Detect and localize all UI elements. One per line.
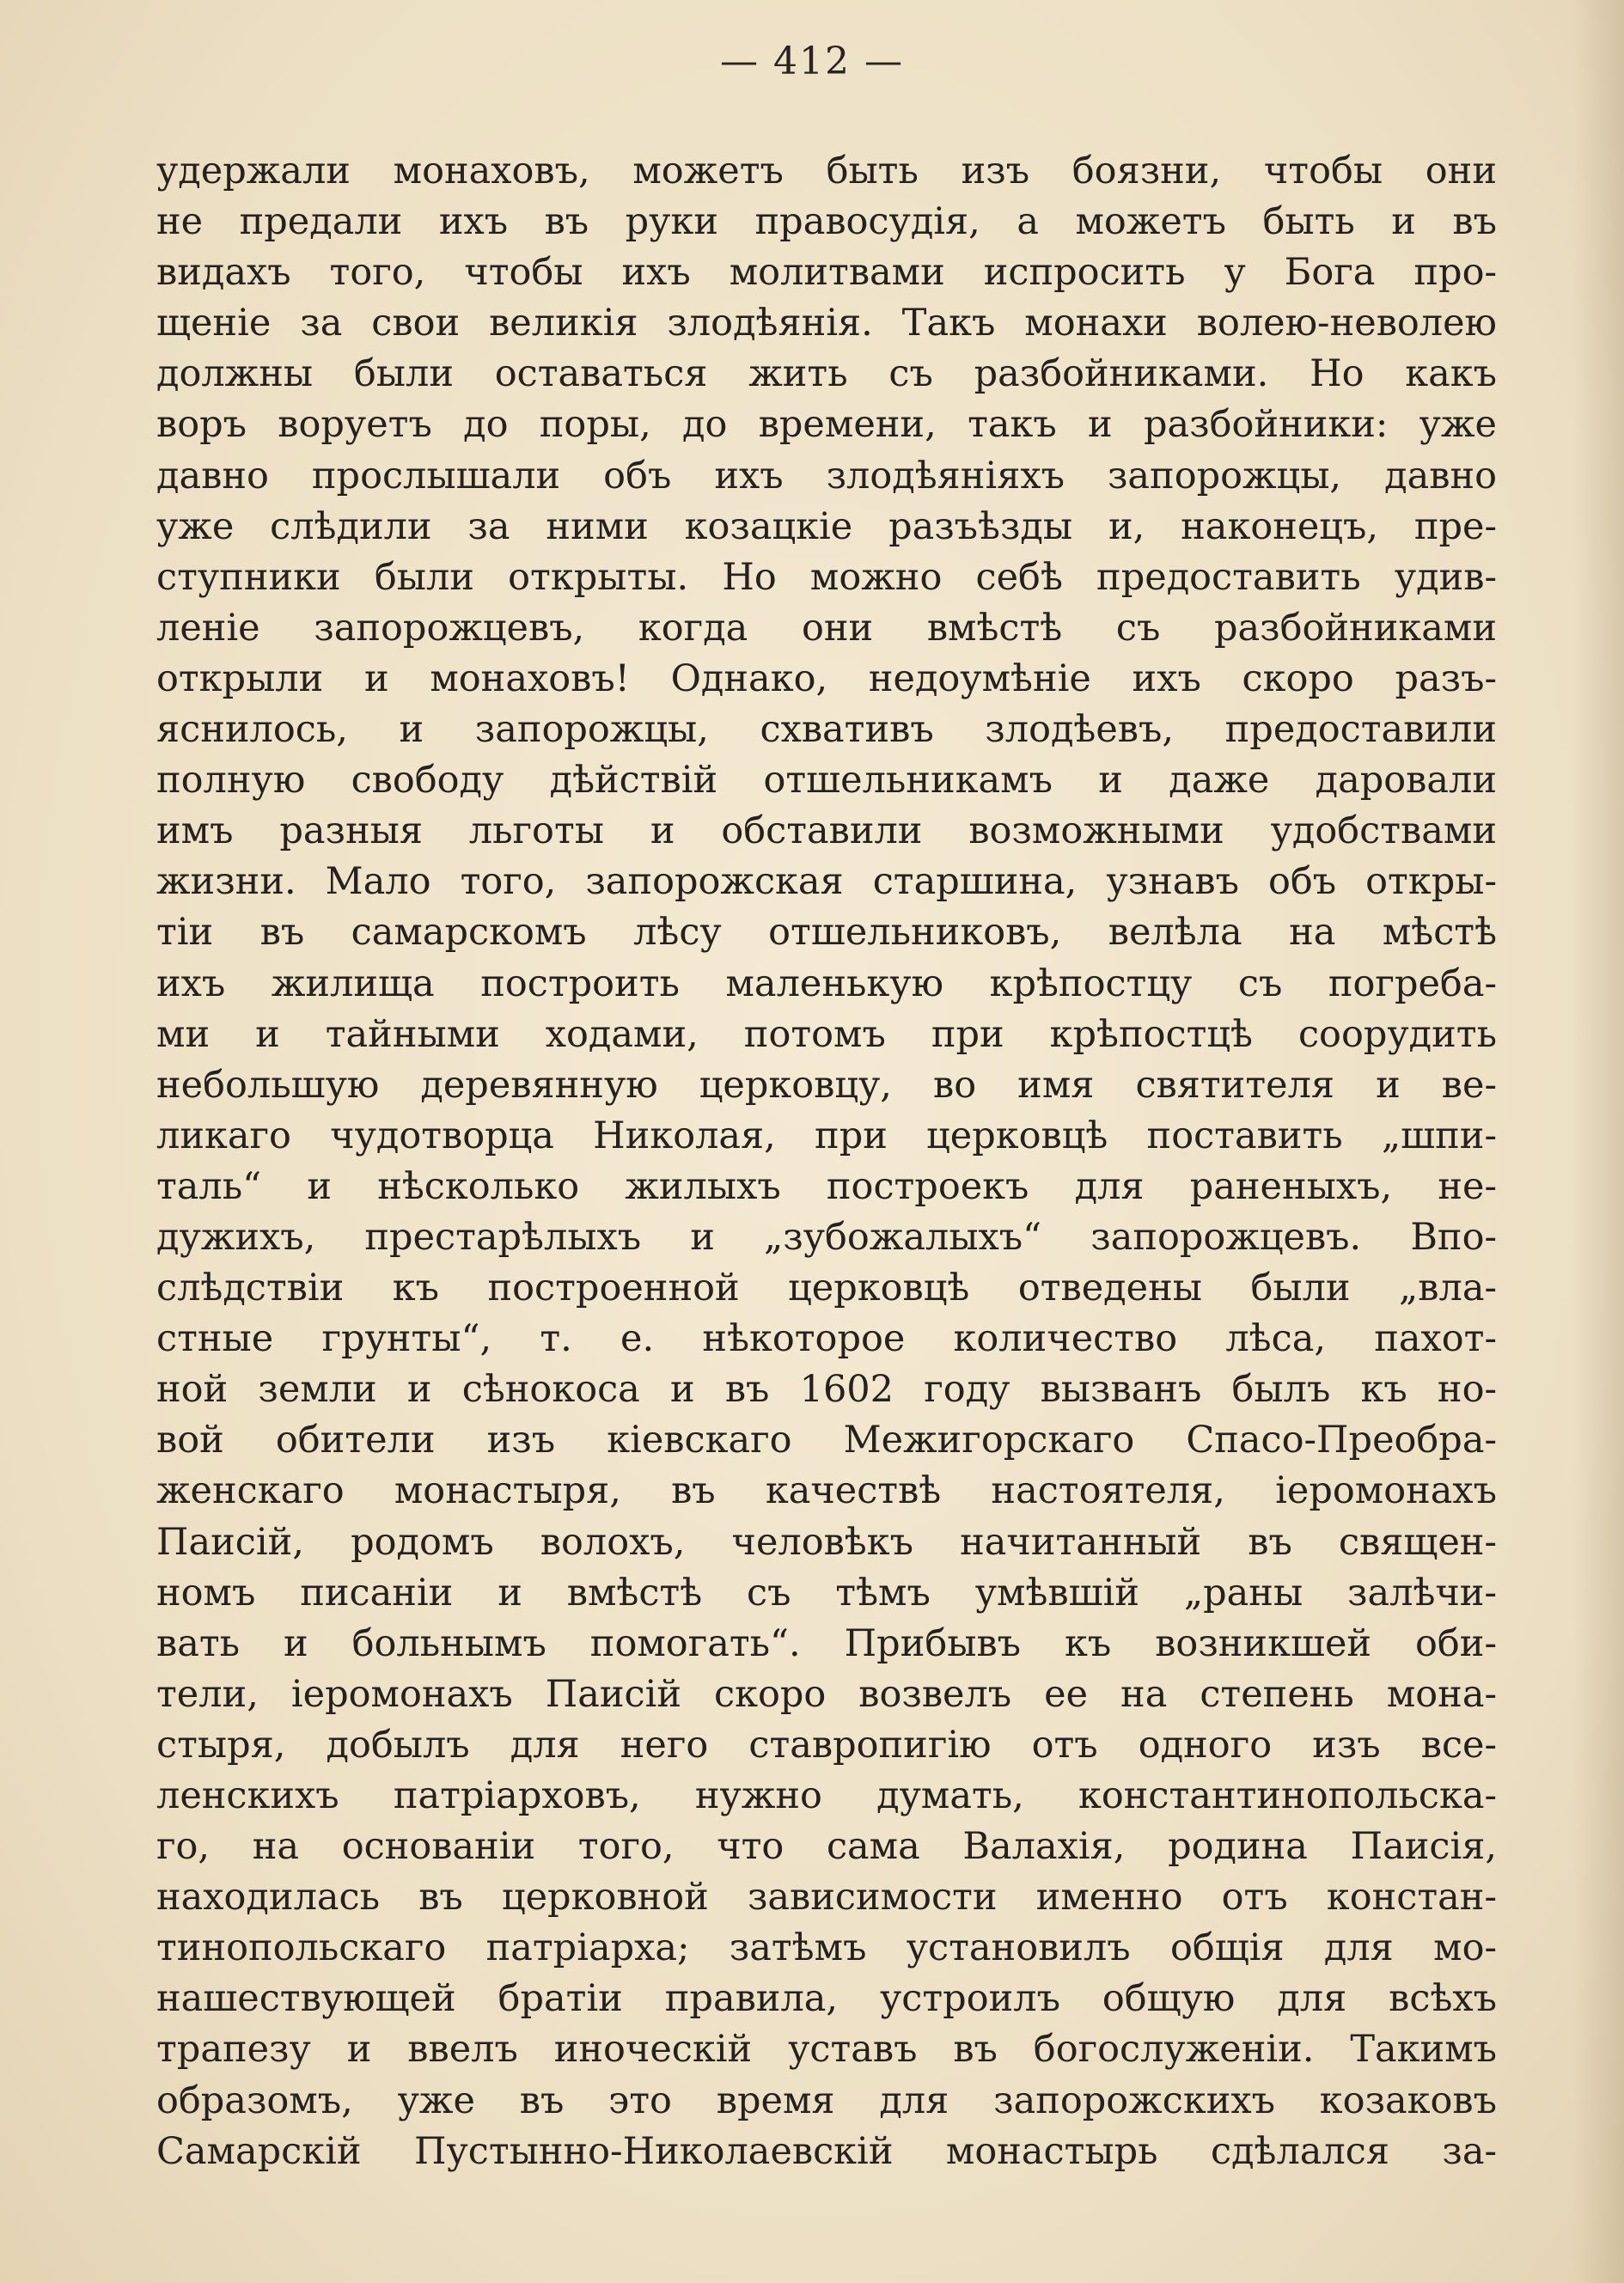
text-line: имъ разныя льготы и обставили возможными удобствами — [156, 809, 1497, 853]
text-line: го, на основаніи того, что сама Валахія, родина Паисія, — [156, 1825, 1497, 1869]
page-edge-shadow — [1572, 0, 1624, 2283]
text-line: таль“ и нѣсколько жилыхъ построекъ для раненыхъ, не- — [156, 1164, 1497, 1208]
text-line: леніе запорожцевъ, когда они вмѣстѣ съ разбойниками — [156, 606, 1497, 650]
text-line: яснилось, и запорожцы, схвативъ злодѣевъ, предоставили — [156, 708, 1497, 752]
text-line: воръ воруетъ до поры, до времени, такъ и разбойники: уже — [156, 403, 1497, 447]
text-line: уже слѣдили за ними козацкіе разъѣзды и, наконецъ, пре- — [156, 504, 1497, 548]
text-line: щеніе за свои великія злодѣянія. Такъ монахи волею-неволею — [156, 302, 1497, 345]
text-line: ихъ жилища построить маленькую крѣпостцу съ погреба- — [156, 961, 1497, 1005]
text-line: тіи въ самарскомъ лѣсу отшельниковъ, велѣла на мѣстѣ — [156, 911, 1497, 955]
text-line: ной земли и сѣнокоса и въ 1602 году вызванъ былъ къ но- — [156, 1368, 1497, 1412]
text-line: стные грунты“, т. е. нѣкоторое количество лѣса, пахот- — [156, 1317, 1497, 1361]
text-line: давно прослышали объ ихъ злодѣяніяхъ запорожцы, давно — [156, 454, 1497, 497]
body-text — [156, 146, 1497, 2177]
text-line: женскаго монастыря, въ качествѣ настоятеля, іеромонахъ — [156, 1469, 1497, 1513]
text-line: находилась въ церковной зависимости именно отъ констан- — [156, 1876, 1497, 1920]
text-line: ленскихъ патріарховъ, нужно думать, константинопольска- — [156, 1774, 1497, 1817]
text-line: Паисій, родомъ волохъ, человѣкъ начитанный въ священ- — [156, 1520, 1497, 1564]
page-number: — 412 — — [720, 40, 904, 83]
text-line: видахъ того, чтобы ихъ молитвами испросить у Бога про- — [156, 251, 1497, 295]
text-line: открыли и монаховъ! Однако, недоумѣніе ихъ скоро разъ- — [156, 656, 1497, 700]
text-line: вать и больнымъ помогать“. Прибывъ къ возникшей оби- — [156, 1621, 1497, 1665]
text-line: ликаго чудотворца Николая, при церковцѣ поставить „шпи- — [156, 1114, 1497, 1157]
text-line: не предали ихъ въ руки правосудія, а можетъ быть и въ — [156, 200, 1497, 244]
text-line: вой обители изъ кіевскаго Межигорскаго Спасо-Преобра- — [156, 1419, 1497, 1462]
text-line: полную свободу дѣйствій отшельникамъ и даже даровали — [156, 759, 1497, 803]
text-line: нашествующей братіи правила, устроилъ общую для всѣхъ — [156, 1977, 1497, 2021]
text-line: небольшую деревянную церковцу, во имя святителя и ве- — [156, 1063, 1497, 1107]
text-line: ступники были открыты. Но можно себѣ предоставить удив- — [156, 555, 1497, 599]
text-line: Самарскій Пустынно-Николаевскій монастырь сдѣлался за- — [156, 2129, 1497, 2173]
text-line: трапезу и ввелъ иноческій уставъ въ богослуженіи. Такимъ — [156, 2028, 1497, 2072]
text-line: удержали монаховъ, можетъ быть изъ боязни, чтобы они — [156, 150, 1497, 192]
text-line: тинопольскаго патріарха; затѣмъ установилъ общія для мо- — [156, 1926, 1497, 1970]
text-line: стыря, добылъ для него ставропигію отъ одного изъ все- — [156, 1723, 1497, 1767]
text-line: номъ писаніи и вмѣстѣ съ тѣмъ умѣвшій „раны залѣчи- — [156, 1571, 1497, 1615]
text-line: образомъ, уже въ это время для запорожскихъ козаковъ — [156, 2079, 1497, 2122]
text-line: жизни. Мало того, запорожская старшина, узнавъ объ откры- — [156, 860, 1497, 904]
text-line: слѣдствіи къ построенной церковцѣ отведены были „вла- — [156, 1267, 1497, 1310]
text-line: ми и тайными ходами, потомъ при крѣпостцѣ соорудить — [156, 1012, 1497, 1056]
text-line: должны были оставаться жить съ разбойниками. Но какъ — [156, 352, 1497, 396]
text-line: дужихъ, престарѣлыхъ и „зубожалыхъ“ запорожцевъ. Впо- — [156, 1215, 1497, 1259]
text-line: тели, іеромонахъ Паисій скоро возвелъ ее на степень мона- — [156, 1672, 1497, 1716]
